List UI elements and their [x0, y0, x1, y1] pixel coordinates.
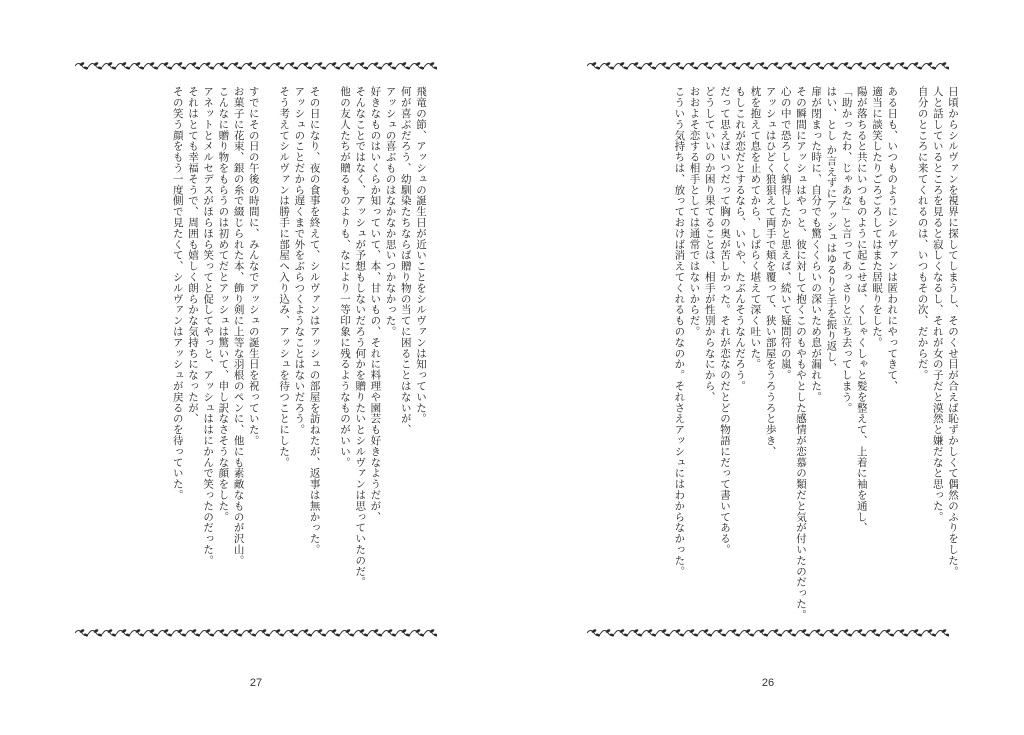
text-line: アネットとメルセデスがほらほら笑ってと促してやっと、アッシュははにかんで笑ったのだった。	[202, 86, 215, 566]
text-line: 他の友人たちが贈るものよりも、なにより一等印象に残るようなものがいい。	[338, 86, 351, 468]
text-line: 何が喜ぶだろう、幼馴染たちならば贈り物の当てに困ることはないが、	[399, 86, 412, 435]
text-line: 日頃からシルヴァンを視界に探してしまうし、そのくせ目が合えば恥ずかしくて偶然のふりをした。	[947, 86, 959, 577]
text-line: その日になり、夜の食事を終えて、シルヴァンはアッシュの部屋を訪ねたが、返事は無かった。	[308, 86, 321, 555]
text-line: それはとても幸福そうで、周囲も嬉しく朗らかな気持ちになったが、	[186, 86, 199, 424]
text-line: 人と話しているところを見ると寂しくなるし、それが女の子だと漠然と嫌だなと思った。	[931, 86, 944, 522]
text-line: お菓子に花束、銀の糸で綴じられた本、飾り剣に上等な羽根のペンに、他にも素敵なものが沢山。	[232, 86, 245, 566]
text-line: その瞬間にアッシュはやっと、彼に対して抱くこのもやもやとした感情が恋慕の類だと気が付いたのだった。	[794, 86, 807, 621]
text-line: アッシュのことだから遅くまで外をぶらつくようなことはないだろう。	[293, 86, 306, 435]
text-line: 「助かったわ、じゃあな」と言ってあっさりと立ち去ってしまう。	[840, 86, 853, 413]
text-line: そんなことではなく、アッシュが予想もしないだろう何かを贈りたいとシルヴァンは思っていたのだ。	[354, 86, 367, 588]
text-line: こんなに贈り物をもらうのは初めてだとアッシュは驚いて、申し訳なさそうな顔をした。	[217, 86, 230, 522]
text-line: そう考えてシルヴァンは勝手に部屋へ入り込み、アッシュを待つことにした。	[278, 86, 291, 468]
text-line: 好きなものはいくらか知っていて、本、甘いもの、それに料理や園芸も好きなようだが、	[369, 86, 382, 522]
text-line: はい、とし か言えずにアッシュはゆるりと手を振り返し、	[825, 86, 838, 374]
text-line: だって思えばいつだって胸の奥が苦しかった。それが恋なのだとどの物語にだって書いてある。	[718, 86, 731, 555]
text-line: どうしていいのか困り果てることは、相手が性別からなにから、	[703, 86, 716, 403]
top-ornament-border	[75, 60, 437, 72]
right-page-text	[592, 86, 960, 621]
text-line: もしこれが恋だとするなら、いいや、たぶんそうなんだろう。	[734, 86, 747, 392]
text-line: 扉が閉まった時に、自分でも驚くくらいの深いため息が漏れた。	[810, 86, 823, 403]
bottom-ornament-border	[587, 627, 949, 639]
text-line: アッシュはひどく狼狽えて両手で頬を覆って、狭い部屋をうろうろと歩き、	[764, 86, 777, 457]
text-line: 適当に談笑したりごろごろしてはまた居眠りをした。	[870, 86, 883, 348]
top-ornament-border	[587, 60, 949, 72]
page-number: 27	[249, 677, 263, 689]
text-line: 枕を抱えて息を止めてから、しばらく堪えて深く吐いた。	[749, 86, 762, 370]
text-line: アッシュの喜ぶものはなかなか思いつかなかった。	[384, 86, 397, 337]
text-line: すでにその日の午後の時間に、みんなでアッシュの誕生日を祝っていた。	[247, 86, 260, 446]
bottom-ornament-border	[75, 627, 437, 639]
text-line: その笑う顔をもう一度側で見たくて、シルヴァンはアッシュが戻るのを待っていた。	[171, 86, 184, 501]
text-line: 自分のところに来てくれるのは、いつもその次、だからだ。	[916, 86, 929, 381]
text-line: おおよそ恋する相手としては通常ではないからだ。	[688, 86, 701, 337]
text-line: 飛竜の節、アッシュの誕生日が近いことをシルヴァンは知っていた。	[415, 86, 427, 424]
left-page-text	[88, 86, 428, 586]
page-number: 26	[761, 677, 775, 689]
text-line: 心の中で恐ろしく納得したかと思えば、続いて疑問符の嵐。	[779, 86, 792, 381]
text-line: こういう気持ちは、放っておけば消えてくれるものなのか。それさえアッシュにはわからなかった。	[673, 86, 686, 577]
text-line: ある日も、いつものようにシルヴァンは匿われにやってきて、	[886, 86, 899, 392]
text-line: 陽が落ちると共にいつものように起こせば、くしゃくしゃと髪を整えて、上着に袖を通し、	[855, 86, 868, 533]
right-page	[512, 0, 1024, 735]
